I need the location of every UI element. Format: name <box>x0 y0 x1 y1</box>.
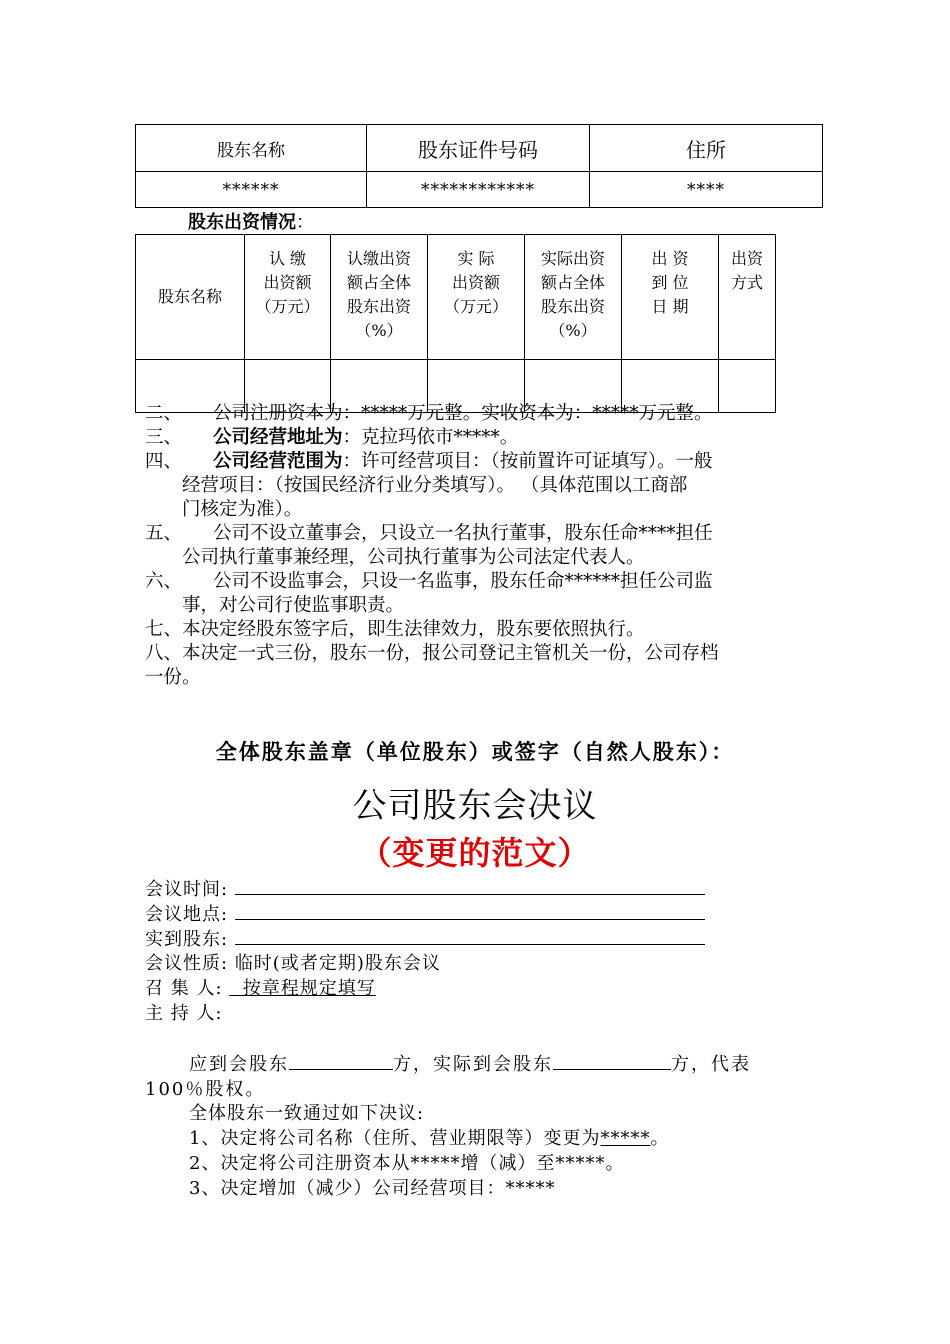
table-cell: ************ <box>367 172 590 208</box>
table-header: 股东名称 <box>136 125 367 172</box>
text: 1、决定将公司名称（住所、营业期限等）变更为 <box>189 1128 601 1149</box>
item-number: 六、 <box>145 571 183 592</box>
meeting-nature-value: 临时(或者定期)股东会议 <box>234 953 441 974</box>
table-header: 股东名称 <box>136 235 245 360</box>
field-label: 实到股东: <box>145 929 229 950</box>
table-cell: ****** <box>136 172 367 208</box>
list-item <box>145 570 810 594</box>
item-continuation: 经营项目：（按国民经济行业分类填写）。 （具体范围以工商部 <box>182 475 688 496</box>
table-header: 实际出资 额占全体 股东出资 （%） <box>525 235 622 360</box>
item-text: ：克拉玛依市*****。 <box>342 427 519 448</box>
field-label: 会议地点: <box>145 904 229 925</box>
expected-count-field[interactable] <box>289 1051 393 1070</box>
item-number: 三、 <box>145 427 183 448</box>
text: ***** <box>600 1128 651 1149</box>
item-continuation: 事，对公司行使监事职责。 <box>182 595 405 616</box>
item-continuation: 一份。 <box>145 667 201 688</box>
list-item <box>145 522 810 546</box>
list-item <box>145 450 810 474</box>
meeting-nature-row <box>145 951 441 976</box>
table-header: 实 际 出资额 （万元） <box>428 235 525 360</box>
item-number: 五、 <box>145 523 183 544</box>
field-label: 主 持 人: <box>145 1003 223 1024</box>
table-header: 住所 <box>590 125 823 172</box>
list-item: 七、本决定经股东签字后，即生法律效力，股东要依照执行。 <box>145 619 645 640</box>
item-continuation: 公司执行董事兼经理，公司执行董事为公司法定代表人。 <box>182 547 645 568</box>
table-header: 股东证件号码 <box>367 125 590 172</box>
table-header: 出资 方式 <box>719 235 776 360</box>
text: 方，实际到会股东 <box>393 1054 553 1075</box>
item-text: 公司注册资本为：*****万元整。实收资本为：*****万元整。 <box>213 403 713 424</box>
attendees-row <box>145 926 705 952</box>
table-header: 认缴出资 额占全体 股东出资 （%） <box>331 235 428 360</box>
item-number: 四、 <box>145 451 183 472</box>
table-header: 出 资 到 位 日 期 <box>622 235 719 360</box>
list-item: 八、本决定一式三份，股东一份，报公司登记主管机关一份，公司存档 <box>145 643 719 664</box>
convener-value: 按章程规定填写 <box>229 978 376 999</box>
contribution-heading <box>188 208 314 234</box>
text: 应到会股东 <box>189 1054 289 1075</box>
meeting-time-field[interactable] <box>235 876 705 895</box>
item-continuation: 门核定为准）。 <box>182 499 303 520</box>
actual-count-field[interactable] <box>553 1051 671 1070</box>
item-text: 公司不设立董事会，只设立一名执行董事，股东任命****担任 <box>213 523 713 544</box>
list-item <box>145 402 810 426</box>
page-subtitle: （变更的范文） <box>359 834 591 872</box>
resolution-item: 2、决定将公司注册资本从*****增（减）至*****。 <box>189 1153 625 1174</box>
attendance-paragraph <box>145 1051 810 1102</box>
meeting-place-field[interactable] <box>235 901 705 920</box>
attendees-field[interactable] <box>235 926 705 945</box>
resolution-item: 3、决定增加（减少）公司经营项目：***** <box>189 1178 556 1199</box>
item-list <box>145 402 810 690</box>
heading-colon: ： <box>296 212 314 233</box>
item-bold: 公司经营地址为 <box>213 427 343 448</box>
item-number: 二、 <box>145 403 183 424</box>
item-text: ：许可经营项目：（按前置许可证填写）。一般 <box>342 451 713 472</box>
list-item <box>145 426 810 450</box>
convener-row <box>145 976 376 1001</box>
heading-text: 股东出资情况 <box>188 212 296 233</box>
text: 方，代表 <box>671 1054 751 1075</box>
host-row <box>145 1001 223 1026</box>
contribution-table <box>135 234 776 413</box>
resolution-item <box>189 1126 669 1151</box>
field-label: 会议性质: <box>145 953 229 974</box>
page-title: 公司股东会决议 <box>352 786 598 826</box>
shareholder-table <box>135 124 823 208</box>
field-label: 会议时间: <box>145 879 229 900</box>
field-label: 召 集 人: <box>145 978 223 999</box>
table-cell: **** <box>590 172 823 208</box>
text: 100％股权。 <box>145 1079 266 1100</box>
meeting-place-row <box>145 901 705 927</box>
item-text: 公司不设监事会，只设一名监事，股东任命******担任公司监 <box>213 571 713 592</box>
table-header: 认 缴 出资额 （万元） <box>245 235 331 360</box>
meeting-time-row <box>145 876 705 902</box>
resolution-intro: 全体股东一致通过如下决议: <box>189 1103 425 1124</box>
text: 。 <box>650 1128 670 1149</box>
signature-line: 全体股东盖章（单位股东）或签字（自然人股东）： <box>215 739 735 764</box>
item-bold: 公司经营范围为 <box>213 451 343 472</box>
